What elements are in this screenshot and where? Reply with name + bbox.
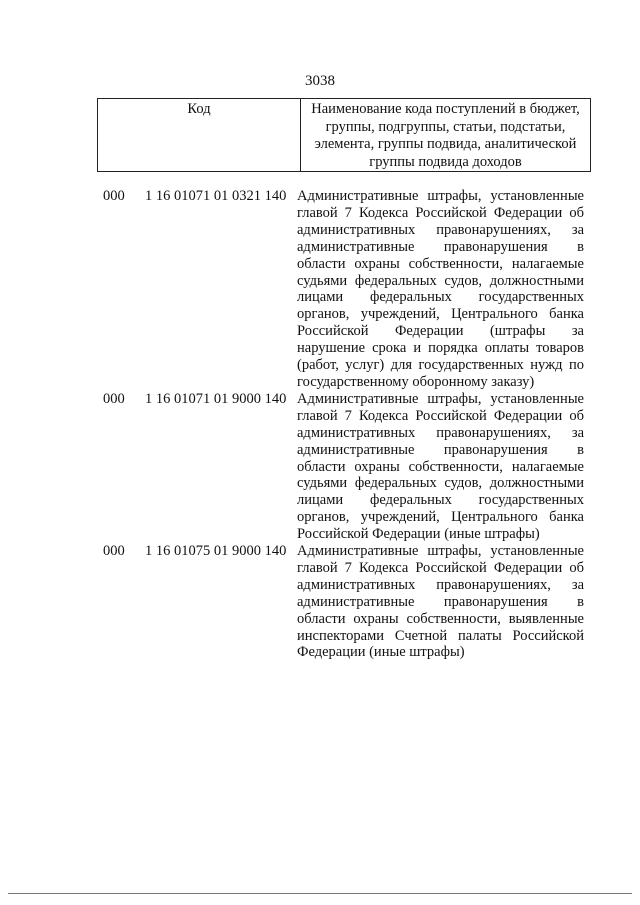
admin-code: 000	[103, 390, 125, 407]
code-description: Административные штрафы, установленные главой 7 Кодекса Российской Федерации об административных правонарушениях, за административные правонарушения в области охраны собственности, выявленные инспекторами Счетной палаты Российской Федерации (иные штрафы)	[297, 543, 584, 661]
header-table	[97, 98, 591, 172]
income-code-row	[103, 543, 593, 661]
header-code-cell: Код	[98, 99, 301, 172]
code-description: Административные штрафы, установленные главой 7 Кодекса Российской Федерации об административных правонарушениях, за административные правонарушения в области охраны собственности, налагаемые судьями федеральных судов, должностными лицами федеральных государственных органов, учреждений, Центрального банка Российской Федерации (иные штрафы)	[297, 390, 584, 543]
page-number: 3038	[305, 73, 335, 89]
code-description: Административные штрафы, установленные главой 7 Кодекса Российской Федерации об административных правонарушениях, за административные правонарушения в области охраны собственности, налагаемые судьями федеральных судов, должностными лицами федеральных государственных органов, учреждений, Центрального банка Российской Федерации (штрафы за нарушение срока и порядка оплаты товаров (работ, услуг) для государственных нужд по государственному оборонному заказу)	[297, 188, 584, 390]
admin-code: 000	[103, 188, 125, 204]
admin-code: 000	[103, 543, 125, 560]
income-code-row	[103, 188, 593, 391]
scan-edge-line	[8, 893, 632, 894]
header-name-cell: Наименование кода поступлений в бюджет, группы, подгруппы, статьи, подстатьи, элемента, группы подвида, аналитической группы подвида доходов	[301, 99, 591, 172]
income-codes-list	[103, 188, 593, 661]
income-code-row	[103, 391, 593, 543]
budget-classification-code: 1 16 01071 01 0321 140	[145, 188, 287, 204]
header-row	[98, 99, 591, 172]
budget-classification-code: 1 16 01075 01 9000 140	[145, 543, 287, 560]
budget-classification-code: 1 16 01071 01 9000 140	[145, 390, 287, 407]
